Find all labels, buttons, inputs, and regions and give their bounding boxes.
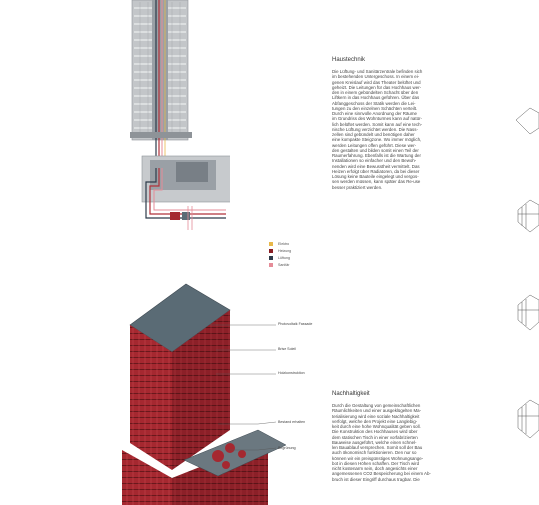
legend-swatch-heizung <box>269 249 273 253</box>
text-line: angemessenen CO2 Bespeicherung bei einem Ab- <box>332 471 431 477</box>
legend-swatch-sanitaer <box>269 263 273 267</box>
text-line: genen Kreislauf wird das Theater belüftet und <box>332 79 421 85</box>
text-line: Bauweise ausgeführt, welche einen schnel- <box>332 439 417 445</box>
text-line: Die Konstruktion des Hochhauses wird über <box>332 429 418 435</box>
callout-holzkonstruktion: Holzkonstruktion <box>278 371 305 375</box>
text-line: nicht kostenarm sein, doch angesichts einer <box>332 466 418 471</box>
text-line: zellen sind gebündelt und benötigen daher <box>332 132 415 137</box>
legend-swatch-elektro <box>269 242 273 246</box>
text-line: bot in diesen Höhen schaffen. Der Tisch wird <box>332 460 420 466</box>
legend-swatch-lueftung <box>269 256 273 260</box>
text-line: besser praktiziert werden. <box>332 184 383 190</box>
text-line: den gestalten und bilden somit einen Teil der <box>332 147 419 153</box>
module-axo-2 <box>518 200 539 232</box>
text-line: Die Lüftung- und Sanitärzentrale befinden sich <box>332 69 423 74</box>
legend-item-elektro <box>269 240 291 247</box>
nachhaltigkeit-title: Nachhaltigkeit <box>332 391 370 397</box>
callout-bestand-erhalten: Bestand erhalten <box>278 420 306 424</box>
text-line: auch ökonomisch funktionieren. Den nur so <box>332 450 417 456</box>
text-line: Liftkern in das Hochhaus geführen. Über das <box>332 95 420 101</box>
text-line: dem statischen Tisch in einer vorfabrizierten <box>332 434 418 440</box>
text-line: Installationen so einfacher und den Bewoh- <box>332 158 417 164</box>
module-axo-1 <box>516 108 539 134</box>
text-line: terialisierung wird eine soziale Nachhaltigkeit <box>332 413 420 419</box>
text-line: Durch eine sinnvolle Anordnung der Räume <box>332 111 417 116</box>
module-axo-4 <box>518 400 539 438</box>
module-axo-sequence <box>510 0 539 505</box>
legend-label: Lüftung <box>278 255 290 260</box>
text-line: bruch ist dieser Eingriff durchaus tragbar. Die <box>332 476 420 482</box>
haustechnik-section-drawing <box>120 0 230 232</box>
legend <box>269 240 291 268</box>
callout-brise-soleil: Brise Soleil <box>278 347 296 351</box>
text-line: im Grundriss des Wohnturmes kann auf natür- <box>332 116 422 122</box>
text-line: werden Leitungen offen geführt. Diese wer- <box>332 142 417 148</box>
axonometric-tower-drawing <box>118 280 318 505</box>
nachhaltigkeit-body <box>332 403 482 482</box>
text-line: sen werden müssen, kann später das Re-use <box>332 179 421 185</box>
module-axo-3 <box>518 295 539 330</box>
callout-begruenung: Begrünung <box>278 446 296 450</box>
legend-item-sanitaer <box>269 261 291 268</box>
legend-item-lueftung <box>269 254 291 261</box>
text-line: Räumlichkeiten und einer ausgeklügelten Ma- <box>332 408 422 414</box>
text-line: Heizen erfolgt über Radiatoren, da bei dieser <box>332 168 420 174</box>
legend-label: Heizung <box>278 248 292 253</box>
text-line: können wir ein preisgünstiges Wohnungsange- <box>332 455 424 461</box>
haustechnik-title: Haustechnik <box>332 57 366 63</box>
callout-photovoltaik-fassade: Photovoltaik Fassade <box>278 322 313 326</box>
text-line: len Bauablauf versprechen. Somit soll der Bau <box>332 445 423 450</box>
text-line: keit durch eine hohe Wohnqualität geben soll. <box>332 424 421 429</box>
text-line: eine kompakte Steigzone. Wo immer möglich, <box>332 137 422 143</box>
text-line: Lösung keine Bauteile eingelegt und vergos- <box>332 174 419 179</box>
text-line: im bestehenden Untergeschoss. In einem ei- <box>332 74 420 80</box>
legend-label: Elektro <box>278 241 290 246</box>
text-line: nische Lüftung verzichtet werden. Die Nass- <box>332 126 418 132</box>
haustechnik-block <box>332 57 482 190</box>
text-line: Abfanggeschoss der Statik werden die Lei- <box>332 100 416 106</box>
text-line: lich belüftet werden. Somit kann auf eine tech- <box>332 121 423 127</box>
text-line: Raumerfahrung. Ebenfalls ist die Wartung der <box>332 153 421 158</box>
text-line: den in einem gebündelten Schacht über den <box>332 90 419 95</box>
text-line: tungen zu den einzelnen Schächten verteilt. <box>332 105 418 111</box>
text-line: verfolgt, welche den Projekt eine Langlebig- <box>332 418 418 424</box>
legend-label: Sanitär <box>278 262 290 267</box>
nachhaltigkeit-block <box>332 391 482 482</box>
text-line: Durch die Gestaltung von gemeinschaftlichen <box>332 403 421 408</box>
haustechnik-body <box>332 69 482 190</box>
text-line: geheizt. Die Leitungen für das Hochhaus wer- <box>332 84 422 90</box>
text-line: nenden wird eine Bewusstheit vermittelt. Das <box>332 163 420 169</box>
legend-item-heizung <box>269 247 291 254</box>
